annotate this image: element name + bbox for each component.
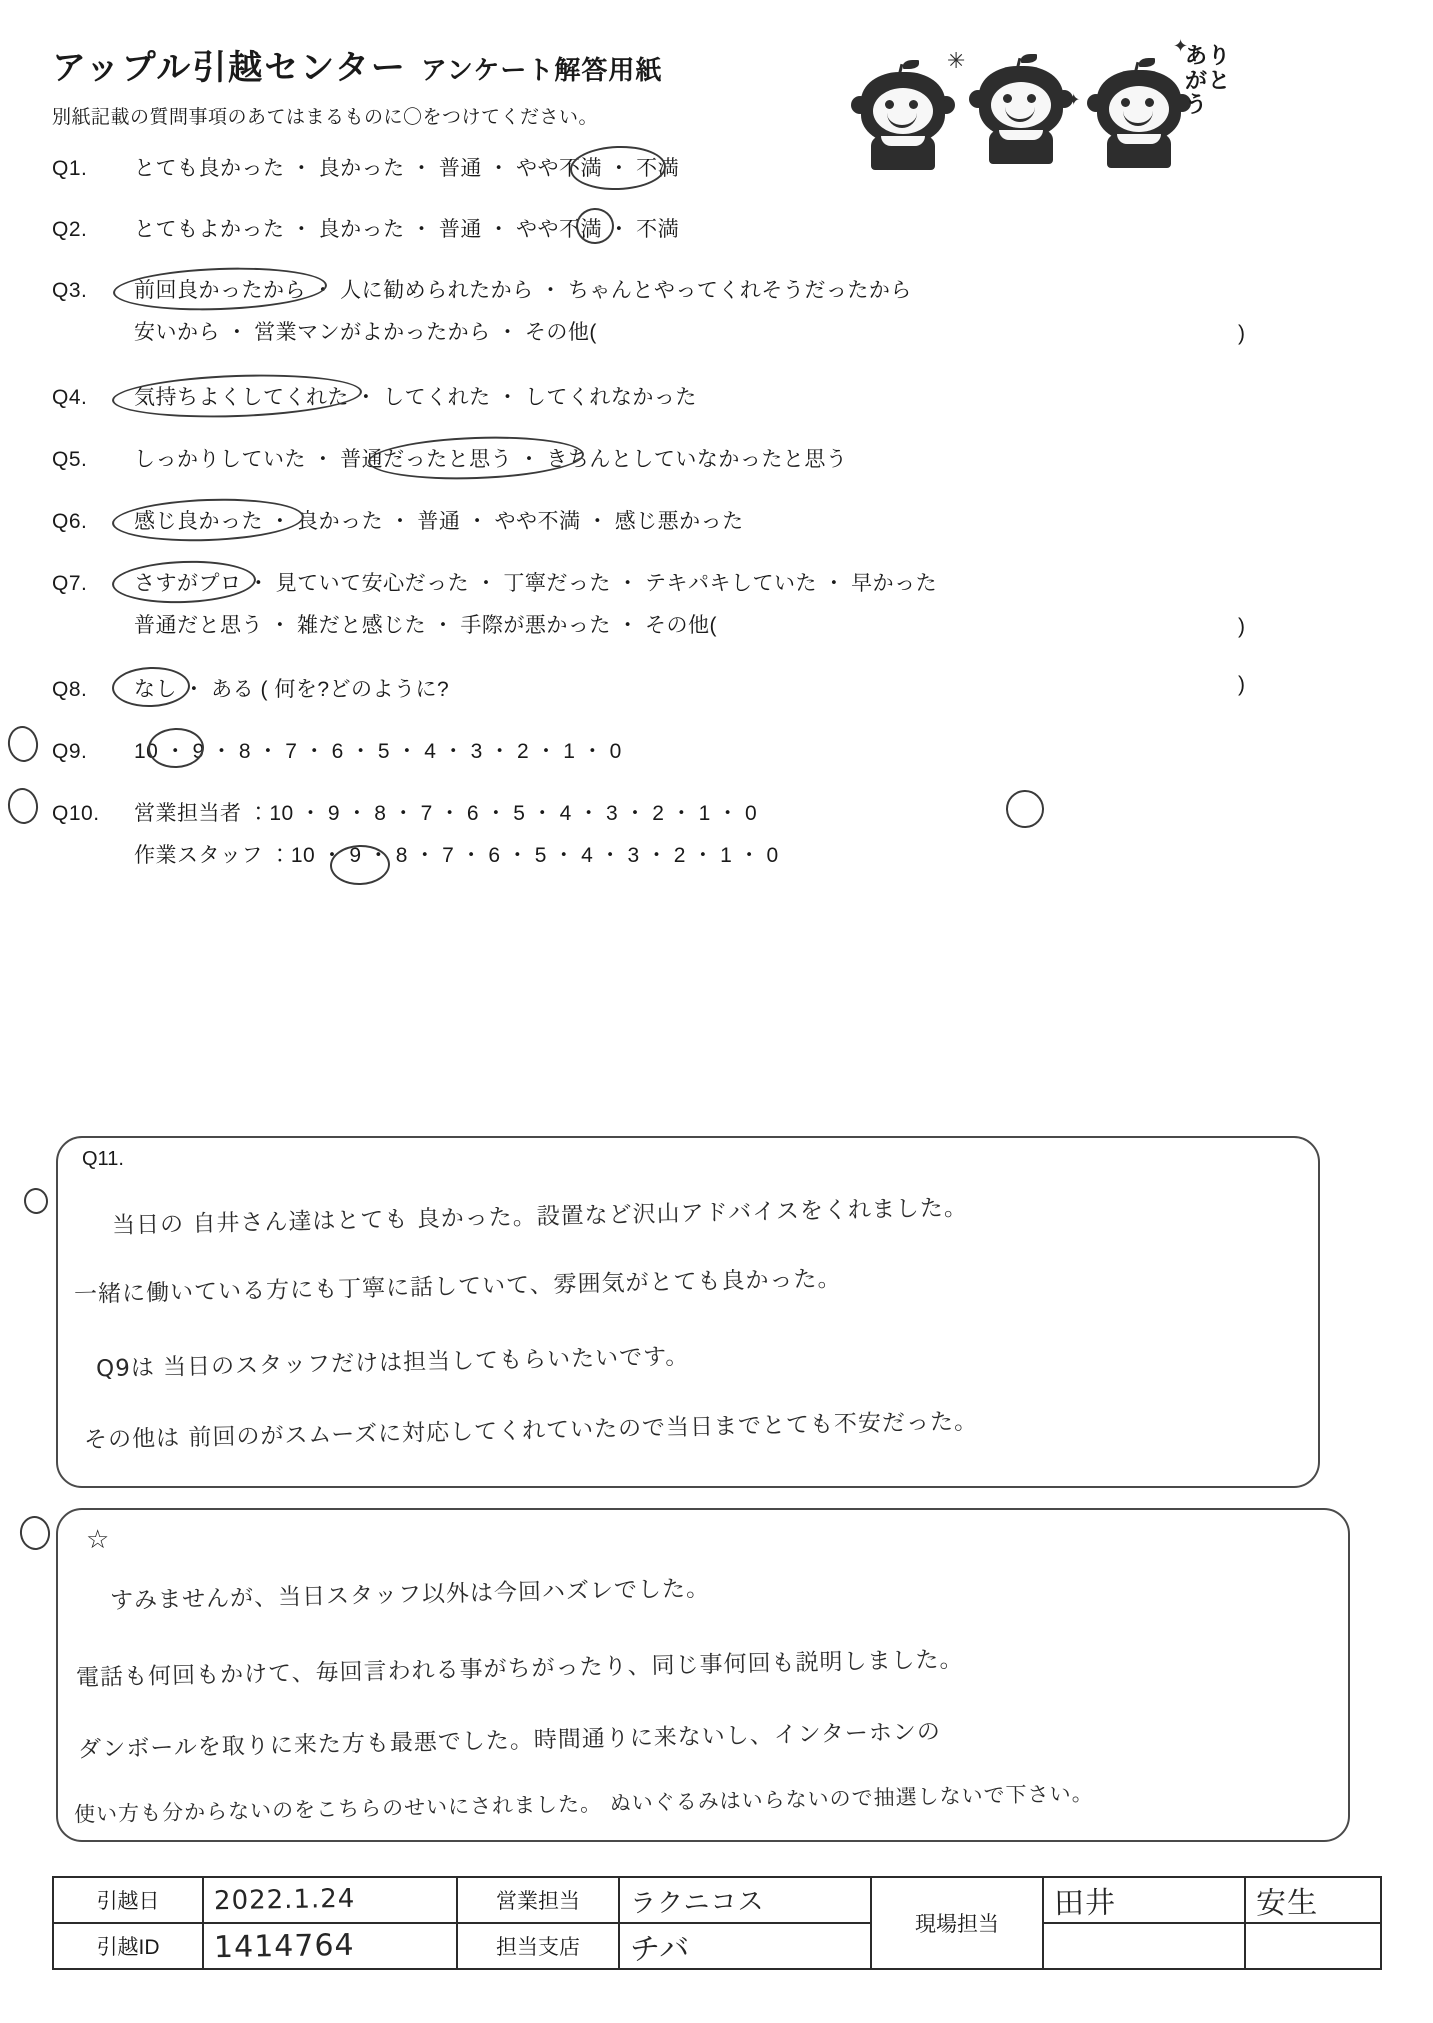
sparkle-icon-1: ✳ xyxy=(947,48,966,73)
move-id-value[interactable] xyxy=(203,1923,457,1969)
q2-options: とてもよかった ・ 良かった ・ 普通 ・ やや不満 ・ 不満 xyxy=(134,218,680,241)
question-q8 xyxy=(52,673,449,703)
question-q2 xyxy=(52,213,679,243)
branch-value[interactable] xyxy=(619,1923,871,1969)
thanks-text: ありがとう xyxy=(1185,43,1232,118)
q10-row2-label: 作業スタッフ ： xyxy=(134,844,291,867)
branch-handwriting: チバ xyxy=(629,1931,691,1968)
q11-line-2: 一緒に働いている方にも丁寧に話していて、雰囲気がとても良かった。 xyxy=(73,1265,842,1309)
q11-line-4: その他は 前回のがスムーズに対応してくれていたので当日までとても不安だった。 xyxy=(83,1408,979,1454)
q4-options: 気持ちよくしてくれた ・ してくれた ・ してくれなかった xyxy=(134,386,697,409)
star-line-2: 電話も何回もかけて、毎回言われる事がちがったり、同じ事何回も説明しました。 xyxy=(75,1646,964,1692)
q9-margin-mark xyxy=(6,724,41,764)
q10-row2 xyxy=(134,839,779,869)
q4-label: Q4. xyxy=(52,386,88,409)
question-q1 xyxy=(52,152,679,182)
table-row xyxy=(53,1877,1381,1923)
q11-label: Q11. xyxy=(82,1148,124,1170)
question-q4 xyxy=(52,381,697,411)
sales-value[interactable] xyxy=(619,1877,871,1923)
star-line-4: 使い方も分からないのをこちらのせいにされました。 ぬいぐるみはいらないので抽選しないで下さい。 xyxy=(73,1781,1094,1827)
move-date-label: 引越日 xyxy=(53,1877,203,1923)
q8-options: なし ・ ある ( 何を?どのように? xyxy=(134,678,450,701)
q10-row1-options: 10 ・ 9 ・ 8 ・ 7 ・ 6 ・ 5 ・ 4 ・ 3 ・ 2 ・ 1 ・ 0 xyxy=(269,802,758,825)
q8-label: Q8. xyxy=(52,678,88,701)
document-title: アンケート解答用紙 xyxy=(420,55,663,85)
q3-label: Q3. xyxy=(52,279,88,302)
q7-options: さすがプロ ・ 見ていて安心だった ・ 丁寧だった ・ テキパキしていた ・ 早かった xyxy=(134,572,938,595)
question-q3 xyxy=(52,274,912,346)
site-value-2[interactable] xyxy=(1245,1877,1381,1923)
question-q5 xyxy=(52,443,847,473)
site-label: 現場担当 xyxy=(871,1877,1043,1969)
q5-options: しっかりしていた ・ 普通だったと思う ・ きちんとしていなかったと思う xyxy=(134,448,848,471)
q9-label: Q9. xyxy=(52,740,88,763)
q2-label: Q2. xyxy=(52,218,88,241)
star-line-3: ダンボールを取りに来た方も最悪でした。時間通りに来ないし、インターホンの xyxy=(77,1718,942,1764)
q5-label: Q5. xyxy=(52,448,88,471)
sales-handwriting: ラクニコス xyxy=(629,1886,765,1919)
branch-label: 担当支店 xyxy=(457,1923,619,1969)
q10-label: Q10. xyxy=(52,802,100,825)
q7-other-paren-close: ) xyxy=(1238,615,1245,638)
q10-row1-label: 営業担当者 ： xyxy=(134,802,270,825)
q11-margin-mark xyxy=(22,1186,49,1215)
q10-margin-mark xyxy=(6,786,41,826)
q9-options: 10 ・ 9 ・ 8 ・ 7 ・ 6 ・ 5 ・ 4 ・ 3 ・ 2 ・ 1 ・ 0 xyxy=(134,740,622,763)
mascot-illustration xyxy=(855,30,1275,160)
site-handwriting-2: 安生 xyxy=(1255,1885,1319,1922)
q7-label: Q7. xyxy=(52,572,88,595)
question-q7 xyxy=(52,567,937,639)
monkey-icon-2 xyxy=(973,60,1069,164)
move-date-value[interactable] xyxy=(203,1877,457,1923)
question-q10 xyxy=(52,797,779,869)
star-margin-mark xyxy=(18,1514,52,1552)
table-row xyxy=(53,1923,1381,1969)
q6-label: Q6. xyxy=(52,510,88,533)
q11-line-3: Q9は 当日のスタッフだけは担当してもらいたいです。 xyxy=(95,1343,690,1383)
move-id-label: 引越ID xyxy=(53,1923,203,1969)
q7-options-line2: 普通だと思う ・ 雑だと感じた ・ 手際が悪かった ・ その他( xyxy=(134,614,717,637)
move-date-handwriting: 2022.1.24 xyxy=(213,1883,356,1917)
q1-label: Q1. xyxy=(52,157,88,180)
sparkle-icon-3: ✦ xyxy=(1173,36,1189,56)
site-value-1[interactable] xyxy=(1043,1877,1245,1923)
star-label: ☆ xyxy=(86,1524,110,1554)
site-empty-2[interactable] xyxy=(1245,1923,1381,1969)
sparkle-icon-2: ✦ xyxy=(1067,92,1081,109)
footer-table xyxy=(52,1876,1382,1970)
q11-line-1: 当日の 自井さん達はとても 良かった。設置など沢山アドバイスをくれました。 xyxy=(111,1195,969,1239)
document-header xyxy=(52,40,662,129)
monkey-icon-3 xyxy=(1091,64,1187,168)
site-empty-1[interactable] xyxy=(1043,1923,1245,1969)
q8-paren-close: ) xyxy=(1238,673,1245,696)
q3-options: 前回良かったから ・ 人に勧められたから ・ ちゃんとやってくれそうだったから xyxy=(134,279,912,302)
q3-other-paren-close: ) xyxy=(1238,322,1245,345)
star-line-1: すみませんが、当日スタッフ以外は今回ハズレでした。 xyxy=(109,1575,711,1615)
sales-label: 営業担当 xyxy=(457,1877,619,1923)
move-id-handwriting: 1414764 xyxy=(213,1927,355,1965)
instruction-text: 別紙記載の質問事項のあてはまるものに〇をつけてください。 xyxy=(52,107,599,128)
q6-options: 感じ良かった ・ 良かった ・ 普通 ・ やや不満 ・ 感じ悪かった xyxy=(134,510,744,533)
q1-options: とても良かった ・ 良かった ・ 普通 ・ やや不満 ・ 不満 xyxy=(134,157,680,180)
site-handwriting-1: 田井 xyxy=(1053,1885,1117,1922)
question-q6 xyxy=(52,505,744,535)
company-name: アップル引越センター xyxy=(52,49,407,87)
monkey-icon-1 xyxy=(855,66,951,170)
question-q9 xyxy=(52,735,622,765)
q3-options-line2: 安いから ・ 営業マンがよかったから ・ その他( xyxy=(134,321,597,344)
q10-row2-options: 10 ・ 9 ・ 8 ・ 7 ・ 6 ・ 5 ・ 4 ・ 3 ・ 2 ・ 1 ・ 0 xyxy=(290,844,779,867)
header-title-row xyxy=(52,40,662,89)
q10-row1-selected-circle xyxy=(1005,789,1044,828)
